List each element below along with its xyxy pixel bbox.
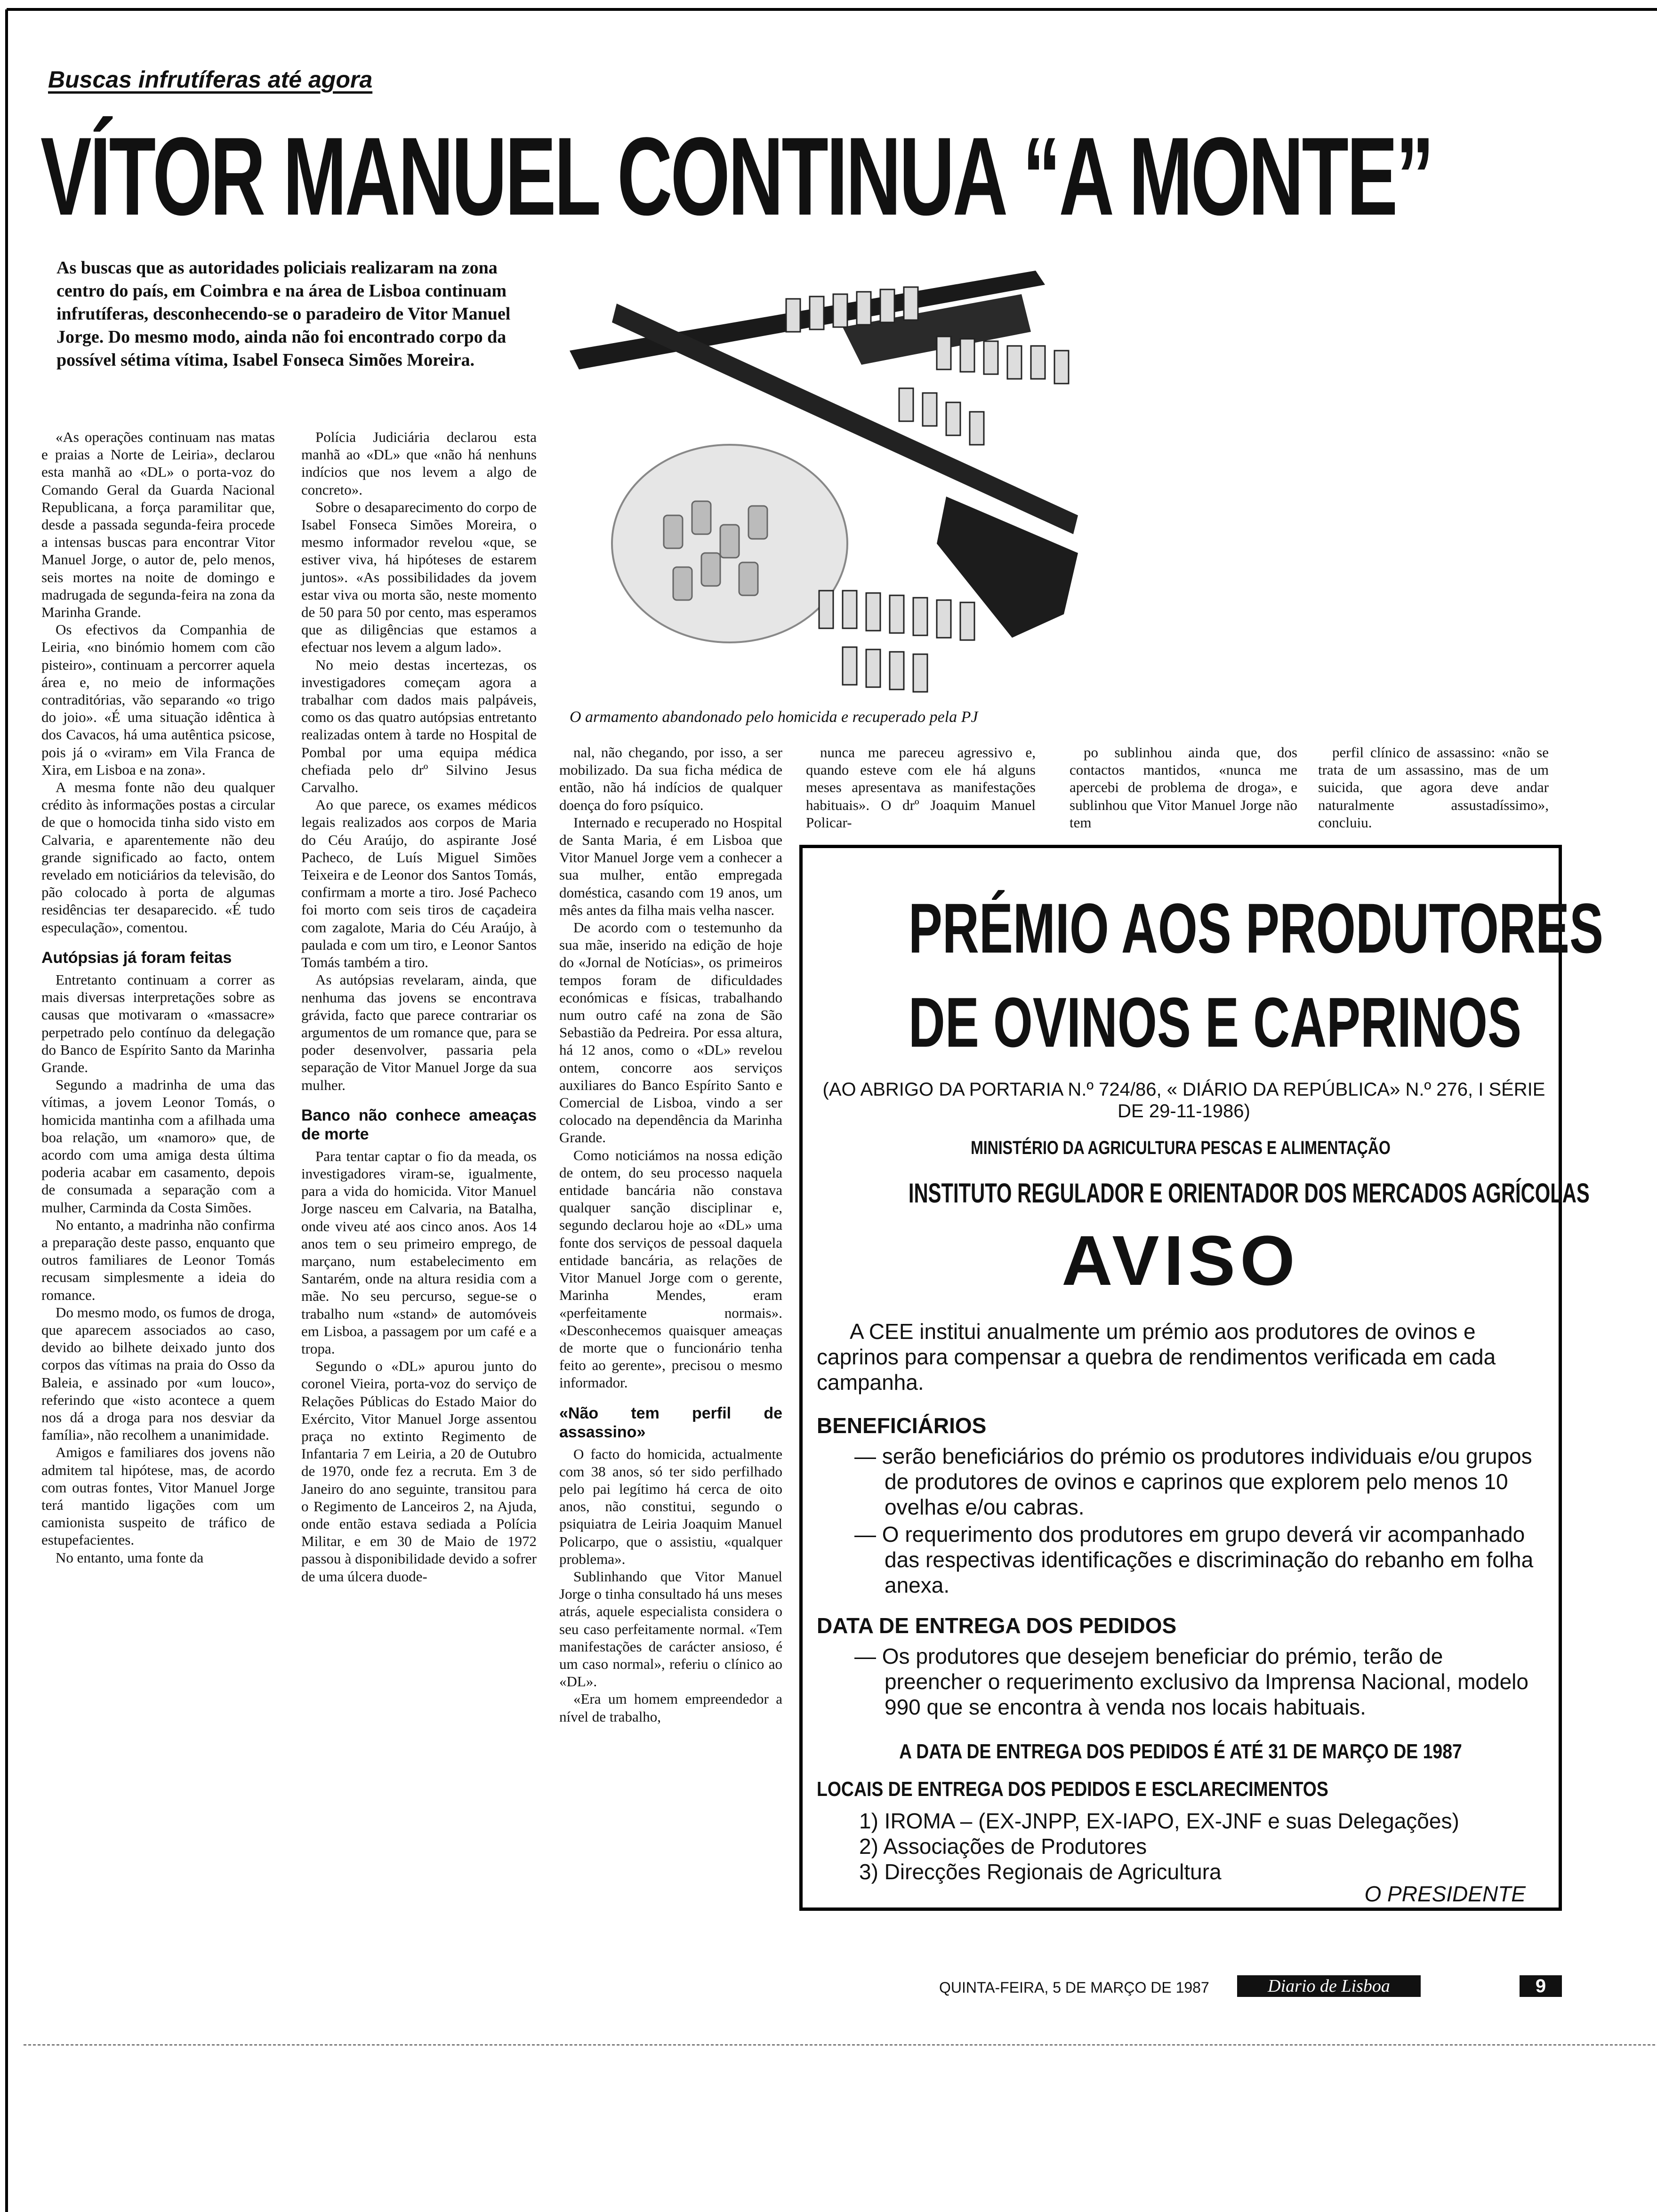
paragraph: nal, não chegando, por isso, a ser mobilizado. Da sua ficha médica de então, não há indícios de qualquer doença do foro psíquico. xyxy=(559,744,782,813)
paragraph: No entanto, a madrinha não confirma a preparação deste passo, enquanto que outros familiares de Leonor Tomás recusam simplesmente a ideia do romance. xyxy=(41,1216,275,1303)
ad-locais-heading: LOCAIS DE ENTREGA DOS PEDIDOS E ESCLARECIMENTOS xyxy=(817,1778,1328,1801)
page-number: 9 xyxy=(1520,1975,1562,1997)
masthead: Diario de Lisboa xyxy=(1237,1975,1421,1997)
ad-signature: O PRESIDENTE xyxy=(1364,1882,1526,1906)
ad-institute: INSTITUTO REGULADOR E ORIENTADOR DOS MERCADOS AGRÍCOLAS xyxy=(908,1178,1590,1209)
article-column-5 xyxy=(1070,744,1297,831)
ad-title xyxy=(908,881,1604,1069)
list-item: — O requerimento dos produtores em grupo deverá vir acompanhado das respectivas identificações e discriminação do rebanho em folha anexa. xyxy=(854,1522,1534,1597)
weapons-illustration xyxy=(560,252,1092,706)
paragraph: «Era um homem empreendedor a nível de trabalho, xyxy=(559,1691,782,1725)
paragraph: po sublinhou ainda que, dos contactos mantidos, «nunca me apercebi de problema de droga», e sublinhou que Vitor Manuel Jorge não tem xyxy=(1070,744,1297,831)
ad-title-line: PRÉMIO AOS PRODUTORES xyxy=(908,889,1604,968)
subheading: Autópsias já foram feitas xyxy=(41,948,232,967)
paragraph: Internado e recuperado no Hospital de Santa Maria, é em Lisboa que Vitor Manuel Jorge vem a conhecer a sua mulher, então empregada doméstica, casando com 19 anos, um mês antes da filha mais velha nascer. xyxy=(559,814,782,918)
ad-aviso: AVISO xyxy=(1062,1221,1300,1300)
paragraph: Do mesmo modo, os fumos de droga, que aparecem associados ao caso, devido ao bilhete deixado junto dos corpos das vítimas na praia do Osso da Baleia, e assinado por «um louco», referindo que «isto acontece a quem nos dá a droga para nos desviar da família», não recolhem a unanimidade. xyxy=(41,1304,275,1443)
ad-intro: A CEE institui anualmente um prémio aos produtores de ovinos e caprinos para compensar a quebra de rendimentos verificada em cada campanha. xyxy=(817,1319,1496,1395)
paragraph: No entanto, uma fonte da xyxy=(56,1549,204,1566)
paragraph: perfil clínico de assassino: «não se trata de um assassino, mas de um suicida, que agora deve andar naturalmente assustadíssimo», concluiu. xyxy=(1318,744,1549,831)
paragraph: Segundo a madrinha de uma das vítimas, a jovem Leonor Tomás, o homicida mantinha com a afilhada uma boa relação, um «namoro» que, de acordo com uma amiga desta última poderia acabar em casamento, depois de consumada a separação com a mulher, Carminda da Costa Simões. xyxy=(41,1076,275,1216)
paragraph: Para tentar captar o fio da meada, os investigadores viram-se, igualmente, para a vida do homicida. Vitor Manuel Jorge nasceu em Calvaria, na Batalha, onde viveu até aos cinco anos. Aos 14 anos tem o seu primeiro emprego, de marçano, num estabelecimento em Santarém, onde na altura residia com a mãe. No seu percurso, segue-se o trabalho num «stand» de automóveis em Lisboa, a passagem por um café e a tropa. xyxy=(301,1147,537,1357)
list-item: 3) Direcções Regionais de Agricultura xyxy=(859,1859,1222,1884)
paragraph: Polícia Judiciária declarou esta manhã ao «DL» que «não há nenhuns indícios que nos levem a algo de concreto». xyxy=(301,429,537,498)
paragraph: A mesma fonte não deu qualquer crédito às informações postas a circular de que o homocida tinha sido visto em Calvaria, e aparentemente não deu grande significado ao facto, ontem revelado em noticiários da televisão, do pão colocado à porta de algumas residências ter desaparecido. «É tudo especulação», comentou. xyxy=(41,779,275,936)
paragraph: Como noticiámos na nossa edição de ontem, do seu processo naquela entidade bancária não constava qualquer sanção disciplinar e, segundo declarou hoje ao «DL» uma fonte dos serviços de pessoal daquela entidade bancária, as relações de Vitor Manuel Jorge com o gerente, Marinha Mendes, eram «perfeitamente normais». «Desconhecemos quaisquer ameaças de morte que o funcionário tenha feito ao gerente», precisou o mesmo informador. xyxy=(559,1146,782,1391)
paragraph: Segundo o «DL» apurou junto do coronel Vieira, porta-voz do serviço de Relações Públicas do Estado Maior do Exército, Vitor Manuel Jorge assentou praça no extinto Regimento de Infantaria 7 em Leiria, a 20 de Outubro de 1970, onde fez a recruta. Em 3 de Janeiro do ano seguinte, transitou para o Regimento de Lanceiros 2, na Ajuda, onde então estava sediada a Polícia Militar, e em 30 de Maio de 1972 passou à disponibilidade devido a sofrer de uma úlcera duode- xyxy=(301,1358,537,1585)
kicker: Buscas infrutíferas até agora xyxy=(48,66,373,93)
ad-deadline: A DATA DE ENTREGA DOS PEDIDOS É ATÉ 31 DE MARÇO DE 1987 xyxy=(899,1740,1462,1763)
ad-title-line: DE OVINOS E CAPRINOS xyxy=(908,983,1522,1062)
paragraph: Sublinhando que Vitor Manuel Jorge o tinha consultado há uns meses atrás, aquele especialista considera o seu caso perfeitamente normal. «Tem manifestações de carácter ansioso, é um caso normal», referiu o clínico ao «DL». xyxy=(559,1568,782,1690)
ad-data-heading: DATA DE ENTREGA DOS PEDIDOS xyxy=(817,1613,1177,1638)
paragraph: Sobre o desaparecimento do corpo de Isabel Fonseca Simões Moreira, o mesmo informador revelou «que, se estiver viva, há hipóteses de estarem juntos». «As possibilidades da jovem estar viva ou morta são, neste momento de 50 para 50 por cento, mas esperamos que as diligências que estamos a efectuar nos levem a algum lado». xyxy=(301,498,537,656)
article-column-2 xyxy=(301,428,537,1585)
weapons-photo xyxy=(560,252,1092,706)
photo-caption: O armamento abandonado pelo homicida e recuperado pela PJ xyxy=(570,708,978,726)
ad-data-list xyxy=(854,1643,1546,1722)
list-item: — serão beneficiários do prémio os produtores individuais e/ou grupos de produtores de ovinos e caprinos que explorem pelo menos 10 ovelhas e/ou cabras. xyxy=(854,1444,1532,1519)
ad-beneficiarios-list xyxy=(854,1443,1546,1600)
footer-date: QUINTA-FEIRA, 5 DE MARÇO DE 1987 xyxy=(939,1979,1209,1996)
paragraph: «As operações continuam nas matas e praias a Norte de Leiria», declarou esta manhã ao «DL» o porta-voz do Comando Geral da Guarda Nacional Republicana, a força paramilitar que, desde a passada segunda-feira procede a intensas buscas para encontrar Vitor Manuel Jorge, o autor de, pelo menos, seis mortes na noite de domingo e madrugada de segunda-feira na zona da Marinha Grande. xyxy=(41,429,275,621)
paragraph: nunca me pareceu agressivo e, quando esteve com ele há alguns meses apresentava as manifestações habituais». O drº Joaquim Manuel Policar- xyxy=(806,744,1036,831)
paragraph: Amigos e familiares dos jovens não admitem tal hipótese, mas, de acordo com outras fontes, Vitor Manuel Jorge terá mantido ligações com um camionista suspeito de tráfico de estupefacientes. xyxy=(41,1444,275,1548)
list-item: 1) IROMA – (EX-JNPP, EX-IAPO, EX-JNF e suas Delegações) xyxy=(859,1809,1459,1833)
advertisement-box xyxy=(799,845,1604,1911)
ad-subtitle: (AO ABRIGO DA PORTARIA N.º 724/86, « DIÁRIO DA REPÚBLICA» N.º 276, I SÉRIE DE 29-11-1986) xyxy=(822,1079,1545,1122)
lead-paragraph: As buscas que as autoridades policiais realizaram na zona centro do país, em Coimbra e na área de Lisboa continuam infrutíferas, desconhecendo-se o paradeiro de Vitor Manuel Jorge. Do mesmo modo, ainda não foi encontrado corpo da possível sétima vítima, Isabel Fonseca Simões Moreira. xyxy=(56,258,511,370)
subheading: Banco não conhece ameaças de morte xyxy=(301,1106,537,1143)
subheading: «Não tem perfil de assassino» xyxy=(559,1404,782,1441)
paragraph: No meio destas incertezas, os investigadores começam agora a trabalhar com dados mais palpáveis, como os das quatro autópsias entretanto realizadas ontem à tarde no Hospital de Pombal por uma equipa médica chefiada pelo drº Silvino Jesus Carvalho. xyxy=(301,656,537,796)
paragraph: Entretanto continuam a correr as mais diversas interpretações sobre as causas que motivaram o «massacre» perpetrado pelo contínuo da delegação do Banco de Espírito Santo da Marinha Grande. xyxy=(41,971,275,1075)
list-item: 2) Associações de Produtores xyxy=(859,1834,1147,1859)
ad-beneficiarios-heading: BENEFICIÁRIOS xyxy=(817,1413,987,1438)
paragraph: O facto do homicida, actualmente com 38 anos, só ter sido perfilhado pelo pai legítimo há cerca de oito anos, não constitui, segundo o psiquiatra de Leiria Joaquim Manuel Policarpo, que o assistiu, «qualquer problema». xyxy=(559,1445,782,1567)
article-column-4 xyxy=(806,744,1036,831)
article-column-3 xyxy=(559,744,782,1725)
article-column-6 xyxy=(1318,744,1549,831)
headline: VÍTOR MANUEL CONTINUA “A MONTE” xyxy=(40,114,1432,239)
ad-ministry: MINISTÉRIO DA AGRICULTURA PESCAS E ALIMENTAÇÃO xyxy=(971,1138,1391,1158)
article-column-1 xyxy=(41,428,275,1566)
paragraph: As autópsias revelaram, ainda, que nenhuma das jovens se encontrava grávida, facto que parece contrariar os argumentos de um romance que, para se poder desenvolver, passaria pela separação de Vitor Manuel Jorge da sua mulher. xyxy=(301,971,537,1093)
paragraph: Ao que parece, os exames médicos legais realizados aos corpos de Maria do Céu Araújo, do aspirante José Pacheco, de Luís Miguel Simões Teixeira e de Leonor dos Santos Tomás, confirmam a morte a tiro. José Pacheco foi morto com seis tiros de caçadeira com zagalote, Maria do Céu Araújo, à paulada e com um tiro, e Leonor Santos Tomás também a tiro. xyxy=(301,796,537,971)
list-item: — Os produtores que desejem beneficiar do prémio, terão de preencher o requerimento exclusivo da Imprensa Nacional, modelo 990 que se encontra à venda nos locais habituais. xyxy=(854,1644,1528,1719)
paragraph: Os efectivos da Companhia de Leiria, «no binómio homem com cão pisteiro», continuam a percorrer aquela área e, no meio de informações contraditórias, vão separando «o trigo do joio». «É uma situação idêntica à dos Cavacos, há uma autêntica psicose, pois já o «viram» em Vila Franca de Xira, em Lisboa e na zona». xyxy=(41,621,275,778)
paragraph: De acordo com o testemunho da sua mãe, inserido na edição de hoje do «Jornal de Notícias», os primeiros tempos foram de dificuldades económicas e físicas, trabalhando num outro café na zona de São Sebastião da Pedreira. Por essa altura, há 12 anos, como o «DL» revelou ontem, concorre aos serviços auxiliares do Banco Espírito Santo e Comercial de Lisboa, vindo a ser colocado na dependência da Marinha Grande. xyxy=(559,919,782,1146)
ad-locais-list xyxy=(859,1808,1551,1884)
